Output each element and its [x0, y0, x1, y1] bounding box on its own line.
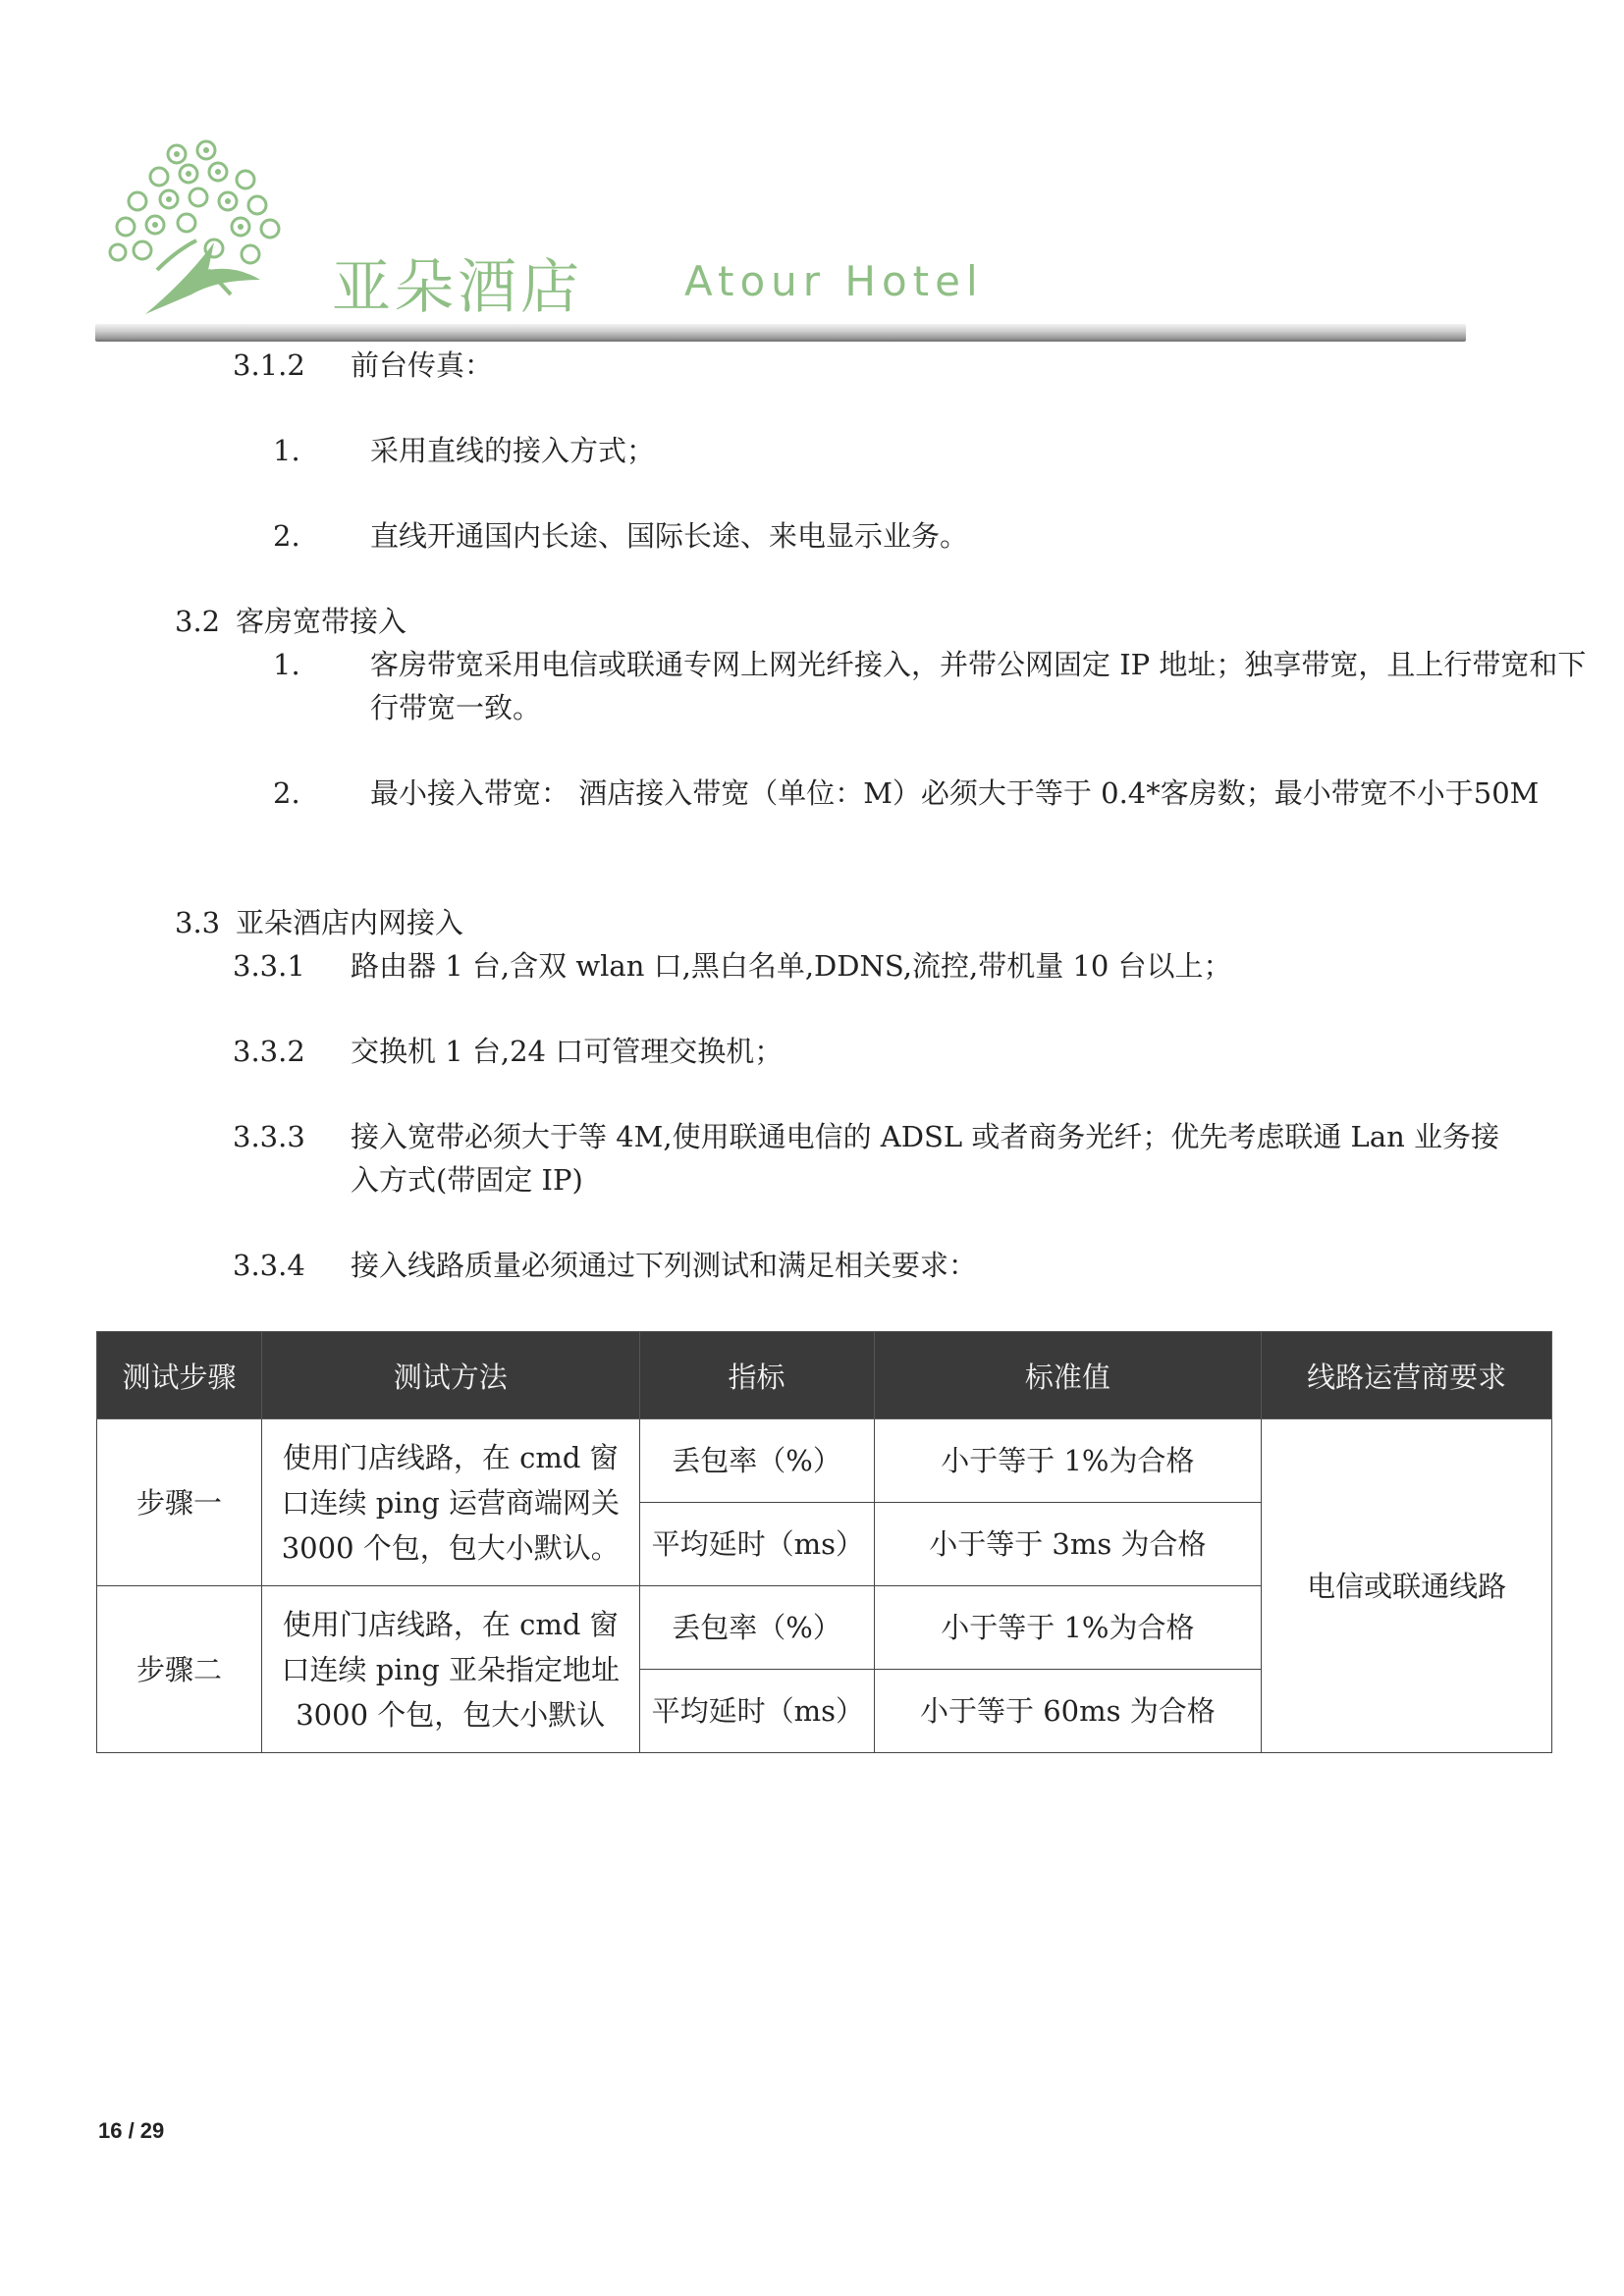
header-divider [95, 324, 1466, 342]
list-text: 客房带宽采用电信或联通专网上网光纤接入，并带公网固定 IP 地址；独享带宽，且上行带宽和下行带宽一致。 [370, 648, 1587, 724]
list-text: 采用直线的接入方式； [370, 434, 656, 467]
list-text: 直线开通国内长途、国际长途、来电显示业务。 [370, 519, 969, 553]
standard-cell: 小于等于 60ms 为合格 [874, 1670, 1262, 1753]
list-item [233, 944, 1232, 988]
list-item [233, 1115, 1509, 1201]
column-header: 测试方法 [261, 1332, 639, 1419]
table-row [97, 1419, 1552, 1503]
section-number: 3.1.2 [233, 348, 305, 382]
list-number: 3.3.2 [233, 1035, 305, 1068]
metric-cell: 丢包率（%） [639, 1586, 874, 1670]
list-number: 3.3.1 [233, 949, 305, 983]
column-header: 线路运营商要求 [1262, 1332, 1552, 1419]
section-3-2-heading [175, 600, 406, 643]
metric-cell: 丢包率（%） [639, 1419, 874, 1503]
carrier-cell: 电信或联通线路 [1262, 1419, 1552, 1753]
list-item [273, 772, 1607, 815]
standard-cell: 小于等于 1%为合格 [874, 1419, 1262, 1503]
list-text: 路由器 1 台,含双 wlan 口,黑白名单,DDNS,流控,带机量 10 台以上； [351, 949, 1232, 983]
list-item [233, 1244, 977, 1287]
section-title: 亚朵酒店内网接入 [236, 906, 464, 939]
list-text: 最小接入带宽： 酒店接入带宽（单位：M）必须大于等于 0.4*客房数；最小带宽不小于50M [370, 776, 1540, 810]
list-number: 3.3.4 [233, 1249, 305, 1282]
list-text: 接入线路质量必须通过下列测试和满足相关要求： [351, 1249, 978, 1282]
brand-name-en: Atour Hotel [684, 257, 984, 305]
column-header: 测试步骤 [97, 1332, 262, 1419]
list-item [233, 1030, 783, 1073]
list-text: 交换机 1 台,24 口可管理交换机； [351, 1035, 784, 1068]
test-requirements-table [96, 1331, 1552, 1753]
method-cell: 使用门店线路，在 cmd 窗口连续 ping 亚朵指定地址 3000 个包，包大小默认 [261, 1586, 639, 1753]
list-number: 3.3.3 [233, 1120, 305, 1153]
step-cell: 步骤二 [97, 1586, 262, 1753]
section-title: 前台传真： [351, 348, 494, 382]
method-cell: 使用门店线路，在 cmd 窗口连续 ping 运营商端网关 3000 个包，包大小默认。 [261, 1419, 639, 1586]
step-cell: 步骤一 [97, 1419, 262, 1586]
section-number: 3.3 [175, 906, 221, 939]
section-title: 客房宽带接入 [236, 605, 407, 638]
list-number: 1. [273, 648, 300, 681]
page-number: 16 / 29 [98, 2118, 165, 2143]
list-number: 1. [273, 434, 300, 467]
standard-cell: 小于等于 1%为合格 [874, 1586, 1262, 1670]
metric-cell: 平均延时（ms） [639, 1670, 874, 1753]
list-item [273, 514, 968, 558]
list-item [273, 643, 1607, 729]
metric-cell: 平均延时（ms） [639, 1503, 874, 1586]
table-header-row [97, 1332, 1552, 1419]
list-number: 2. [273, 776, 300, 810]
section-3-3-heading [175, 901, 463, 944]
page-header [98, 133, 1473, 353]
list-item [273, 429, 655, 472]
column-header: 标准值 [874, 1332, 1262, 1419]
standard-cell: 小于等于 3ms 为合格 [874, 1503, 1262, 1586]
brand-name-cn: 亚朵酒店 [332, 253, 583, 322]
section-number: 3.2 [175, 605, 221, 638]
list-number: 2. [273, 519, 300, 553]
tree-logo-icon [98, 133, 314, 319]
section-3-1-2-heading [233, 344, 493, 387]
list-text: 接入宽带必须大于等 4M,使用联通电信的 ADSL 或者商务光纤；优先考虑联通 Lan 业务接入方式(带固定 IP) [351, 1120, 1499, 1197]
column-header: 指标 [639, 1332, 874, 1419]
